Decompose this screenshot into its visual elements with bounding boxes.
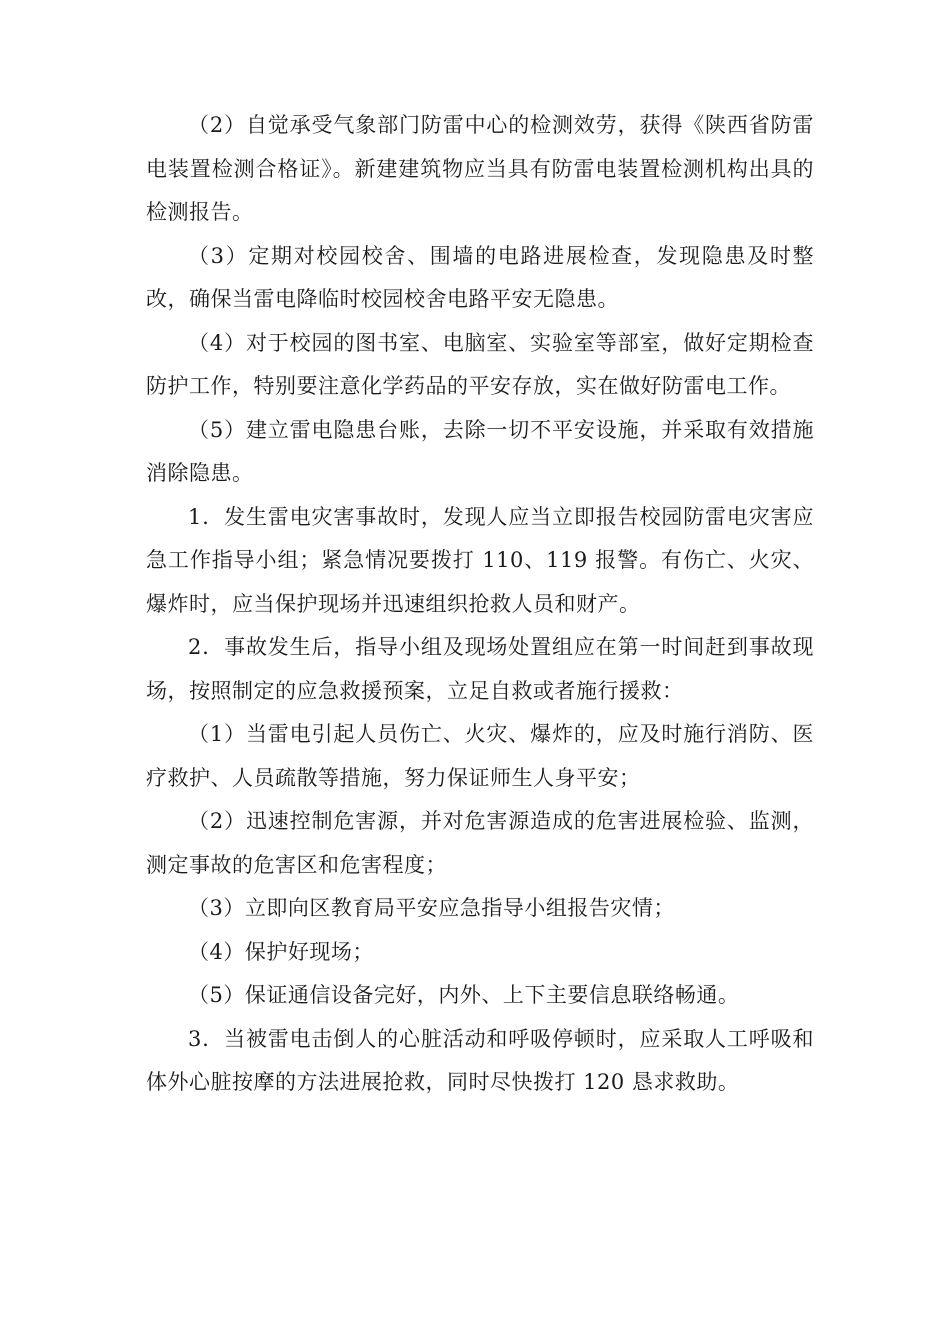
paragraph-substep-1-rescue: （1）当雷电引起人员伤亡、火灾、爆炸的，应及时施行消防、医疗救护、人员疏散等措施，努力保证师生人身平安；	[146, 722, 814, 790]
paragraph-step-2-response: 2．事故发生后，指导小组及现场处置组应在第一时间赶到事故现场，按照制定的应急救援预案，立足自救或者施行援救：	[146, 635, 814, 703]
paragraph-substep-4-protect-scene: （4）保护好现场；	[188, 939, 374, 964]
paragraph-substep-2-control-hazard: （2）迅速控制危害源，并对危害源造成的危害进展检验、监测，测定事故的危害区和危害程度；	[146, 809, 814, 877]
paragraph-item-3-circuit-check: （3）定期对校园校舍、围墙的电路进展检查，发现隐患及时整改，确保当雷电降临时校园校舍电路平安无隐患。	[146, 243, 814, 311]
paragraph-step-3-first-aid: 3．当被雷电击倒人的心脏活动和呼吸停顿时，应采取人工呼吸和体外心脏按摩的方法进展抢救，同时尽快拨打 120 恳求救助。	[146, 1026, 814, 1094]
paragraph-item-2-inspection-certificate: （2）自觉承受气象部门防雷中心的检测效劳，获得《陕西省防雷电装置检测合格证》。新建建筑物应当具有防雷电装置检测机构出具的检测报告。	[146, 113, 814, 224]
paragraph-item-4-room-protection: （4）对于校园的图书室、电脑室、实验室等部室，做好定期检查防护工作，特别要注意化学药品的平安存放，实在做好防雷电工作。	[146, 330, 814, 398]
paragraph-step-1-report-accident: 1．发生雷电灾害事故时，发现人应当立即报告校园防雷电灾害应急工作指导小组；紧急情况要拨打 110、119 报警。有伤亡、火灾、爆炸时，应当保护现场并迅速组织抢救人员和财产。	[146, 504, 814, 616]
paragraph-substep-5-communication: （5）保证通信设备完好，内外、上下主要信息联络畅通。	[188, 983, 740, 1007]
paragraph-item-5-hazard-ledger: （5）建立雷电隐患台账，去除一切不平安设施，并采取有效措施消除隐患。	[146, 417, 814, 485]
paragraph-substep-3-report: （3）立即向区教育局平安应急指导小组报告灾情；	[188, 896, 675, 920]
document-body	[146, 104, 814, 1105]
